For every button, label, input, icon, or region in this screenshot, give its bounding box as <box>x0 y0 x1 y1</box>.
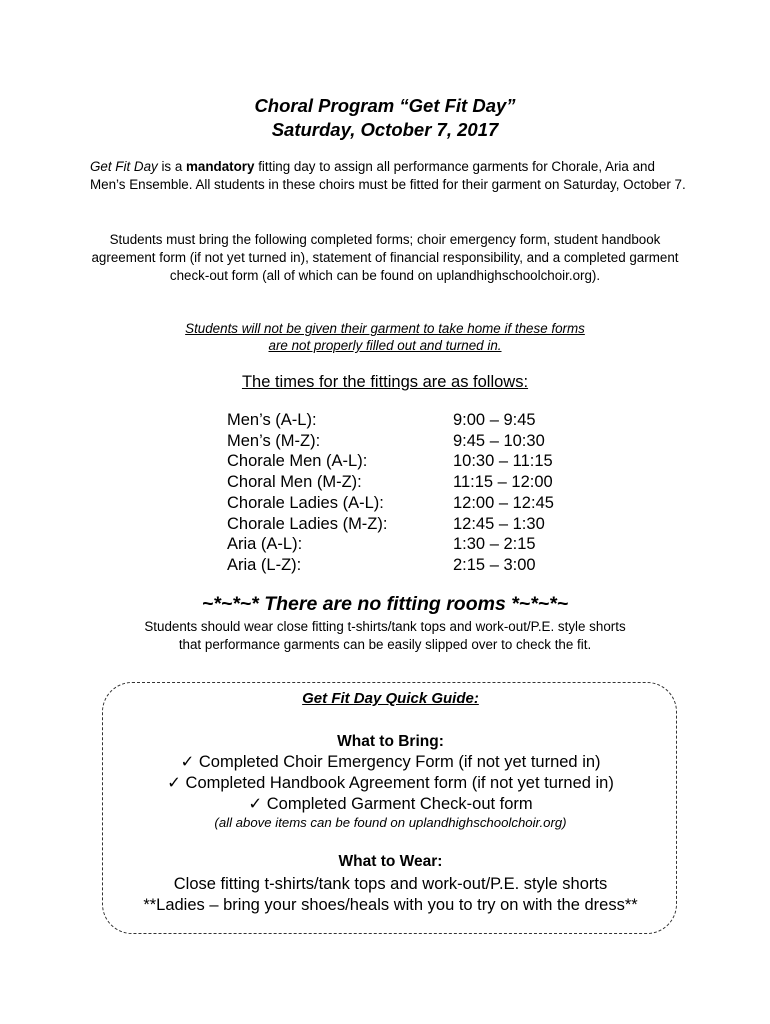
schedule-row <box>227 514 554 535</box>
warning-note <box>0 320 770 354</box>
no-fitting-rooms-heading: ~*~*~* There are no fitting rooms *~*~*~ <box>201 593 569 615</box>
title-line-2: Saturday, October 7, 2017 <box>271 119 499 140</box>
schedule-row <box>227 493 554 514</box>
schedule-row <box>227 451 554 472</box>
checkmark-icon: ✓ <box>167 774 181 792</box>
checkmark-icon: ✓ <box>248 795 263 813</box>
wear-list <box>103 874 678 916</box>
bring-note: (all above items can be found on uplandhighschoolchoir.org) <box>214 815 567 830</box>
checkmark-icon: ✓ <box>180 753 195 771</box>
schedule-time: 12:00 – 12:45 <box>453 493 554 512</box>
bring-list <box>103 752 678 815</box>
event-name: Get Fit Day <box>90 159 158 174</box>
schedule-time: 10:30 – 11:15 <box>453 452 553 471</box>
schedule-time: 12:45 – 1:30 <box>453 514 545 533</box>
quick-guide-box <box>102 682 677 934</box>
schedule-group: Aria (A-L): <box>227 535 303 554</box>
what-to-wear-heading: What to Wear: <box>338 853 443 870</box>
mandatory-word: mandatory <box>186 159 255 174</box>
schedule-time: 1:30 – 2:15 <box>453 535 536 554</box>
schedule-group: Choral Men (M-Z): <box>227 473 362 492</box>
schedule-row <box>227 534 554 555</box>
intro-paragraph <box>90 158 686 194</box>
warning-line-1: Students will not be given their garment to take home if these forms <box>185 321 585 336</box>
list-item <box>103 752 678 773</box>
attire-note-line-2: that performance garments can be easily slipped over to check the fit. <box>178 637 592 652</box>
bring-item: Completed Garment Check-out form <box>266 795 533 813</box>
title-line-1: Choral Program “Get Fit Day” <box>254 95 516 116</box>
attire-note-line-1: Students should wear close fitting t-shirts/tank tops and work-out/P.E. style shorts <box>144 619 626 634</box>
bring-item: Completed Handbook Agreement form (if not yet turned in) <box>185 774 614 792</box>
wear-item: **Ladies – bring your shoes/heals with you to try on with the dress** <box>143 896 638 914</box>
warning-line-2: are not properly filled out and turned in. <box>268 338 502 353</box>
schedule-time: 11:15 – 12:00 <box>453 473 553 492</box>
schedule-group: Men’s (M-Z): <box>227 431 321 450</box>
fitting-schedule <box>227 410 554 576</box>
schedule-row <box>227 555 554 576</box>
schedule-row <box>227 472 554 493</box>
times-heading: The times for the fittings are as follows: <box>241 373 529 391</box>
schedule-row <box>227 410 554 431</box>
wear-item: Close fitting t-shirts/tank tops and work-out/P.E. style shorts <box>173 875 608 893</box>
schedule-group: Chorale Men (A-L): <box>227 452 368 471</box>
what-to-bring-heading: What to Bring: <box>337 733 444 750</box>
bring-item: Completed Choir Emergency Form (if not yet turned in) <box>198 753 601 771</box>
list-item <box>103 773 678 794</box>
forms-paragraph: Students must bring the following completed forms; choir emergency form, student handbook agreement form (if not yet turned in), statement of financial responsibility, and a completed garment check-out form (all of which can be found on uplandhighschoolchoir.org). <box>91 232 679 283</box>
schedule-group: Chorale Ladies (A-L): <box>227 493 384 512</box>
quick-guide-title: Get Fit Day Quick Guide: <box>302 690 479 707</box>
schedule-row <box>227 431 554 452</box>
attire-note <box>0 618 770 654</box>
intro-rest: fitting day to assign all performance garments for Chorale, Aria and Men’s Ensemble. All students in these choirs must be fitted for their garment on Saturday, October 7. <box>90 159 686 192</box>
schedule-time: 2:15 – 3:00 <box>453 555 536 574</box>
list-item <box>103 794 678 815</box>
intro-is-a: is a <box>157 159 186 174</box>
schedule-group: Chorale Ladies (M-Z): <box>227 514 388 533</box>
schedule-group: Men’s (A-L): <box>227 411 317 429</box>
schedule-group: Aria (L-Z): <box>227 555 302 574</box>
document-title <box>0 94 770 142</box>
schedule-time: 9:45 – 10:30 <box>453 431 545 450</box>
schedule-time: 9:00 – 9:45 <box>453 411 536 429</box>
